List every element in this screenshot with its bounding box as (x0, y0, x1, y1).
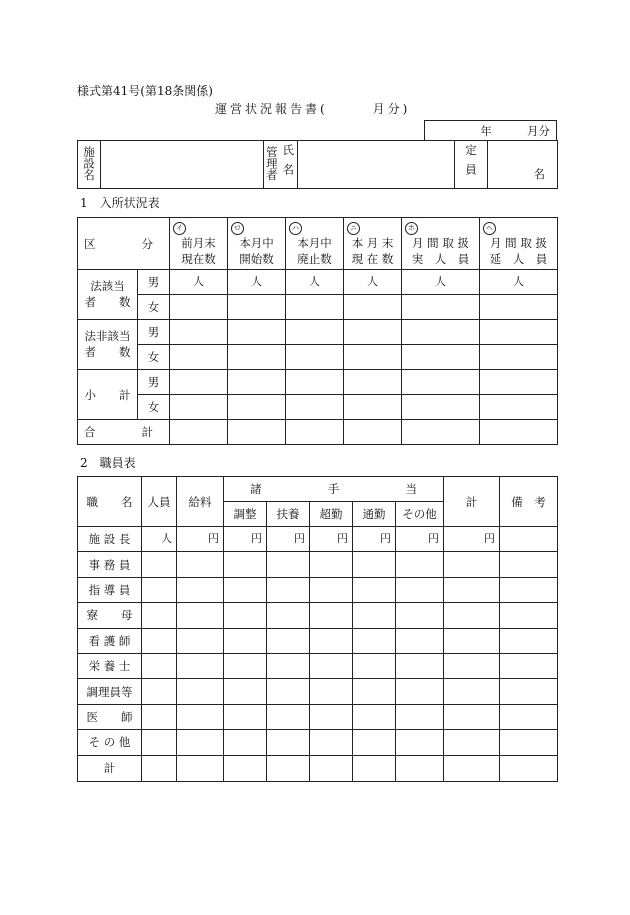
mark-icon: ホ (405, 222, 418, 235)
data-cell[interactable] (224, 679, 267, 704)
data-cell[interactable] (500, 628, 558, 653)
data-cell[interactable] (142, 628, 177, 653)
unit-cell[interactable]: 人 (480, 270, 558, 295)
col-label: 開始数 (239, 251, 274, 266)
section2-heading: 2 職員表 (80, 456, 136, 470)
col-label: 前月末 (181, 235, 216, 250)
data-cell[interactable] (224, 730, 267, 755)
facility-name-field[interactable] (101, 141, 264, 189)
unit-cell[interactable]: 人 (142, 527, 177, 552)
data-cell[interactable] (267, 755, 310, 781)
name-label: 氏名 (281, 143, 296, 183)
data-cell[interactable] (177, 679, 224, 704)
data-cell[interactable] (500, 603, 558, 628)
data-cell[interactable] (228, 370, 286, 395)
mark-icon: ハ (289, 222, 302, 235)
allowance-label: 諸 (250, 482, 262, 496)
group-label: 小 計 (84, 387, 131, 402)
data-cell[interactable] (177, 628, 224, 653)
data-cell[interactable] (396, 577, 444, 602)
data-cell[interactable] (444, 628, 500, 653)
data-cell[interactable] (402, 320, 480, 345)
data-cell[interactable] (224, 577, 267, 602)
group-label: 法該当 (90, 278, 125, 293)
position-label: 寮 母 (78, 603, 142, 628)
data-cell[interactable] (142, 577, 177, 602)
position-label: 施 設 長 (78, 527, 142, 552)
data-cell[interactable] (170, 395, 228, 420)
data-cell[interactable] (310, 730, 353, 755)
data-cell[interactable] (344, 395, 402, 420)
data-cell[interactable] (396, 704, 444, 729)
data-cell[interactable] (177, 704, 224, 729)
data-cell[interactable] (286, 345, 344, 370)
data-cell[interactable] (286, 395, 344, 420)
data-cell[interactable] (480, 370, 558, 395)
data-cell[interactable] (444, 577, 500, 602)
data-cell[interactable] (142, 603, 177, 628)
capacity-field[interactable] (488, 141, 558, 189)
data-cell[interactable] (267, 679, 310, 704)
data-cell[interactable] (344, 295, 402, 320)
data-cell[interactable] (177, 755, 224, 781)
unit-cell[interactable]: 円 (396, 527, 444, 552)
data-cell[interactable] (500, 552, 558, 577)
position-label: 調理員等 (78, 679, 142, 704)
data-cell[interactable] (170, 295, 228, 320)
unit-cell[interactable]: 人 (228, 270, 286, 295)
data-cell[interactable] (353, 755, 396, 781)
data-cell[interactable] (228, 320, 286, 345)
data-cell[interactable] (500, 653, 558, 678)
data-cell[interactable] (402, 420, 480, 445)
data-cell[interactable] (228, 295, 286, 320)
document-title: 運営状況報告書( 月分) (215, 102, 411, 116)
data-cell[interactable] (344, 345, 402, 370)
staff-count-header: 人員 (142, 477, 177, 527)
staff-table (77, 476, 558, 782)
data-cell[interactable] (310, 552, 353, 577)
mark-icon: ヘ (483, 222, 496, 235)
data-cell[interactable] (177, 552, 224, 577)
data-cell[interactable] (142, 653, 177, 678)
data-cell[interactable] (142, 755, 177, 781)
position-label: 看 護 師 (78, 628, 142, 653)
data-cell[interactable] (286, 295, 344, 320)
data-cell[interactable] (177, 603, 224, 628)
data-cell[interactable] (170, 345, 228, 370)
allowance-col-header: 超勤 (310, 502, 353, 527)
data-cell[interactable] (142, 704, 177, 729)
data-cell[interactable] (402, 295, 480, 320)
data-cell[interactable] (500, 755, 558, 781)
data-cell[interactable] (310, 704, 353, 729)
year-label: 年 (480, 123, 492, 138)
data-cell[interactable] (344, 370, 402, 395)
unit-cell[interactable]: 円 (177, 527, 224, 552)
col-label: 現在数 (181, 251, 216, 266)
data-cell[interactable] (170, 320, 228, 345)
manager-label: 管理者 (264, 145, 279, 181)
data-cell[interactable] (480, 295, 558, 320)
position-label: 医 師 (78, 704, 142, 729)
allowance-col-header: 扶養 (267, 502, 310, 527)
unit-cell[interactable]: 人 (170, 270, 228, 295)
position-header: 職 名 (78, 477, 142, 527)
data-cell[interactable] (170, 420, 228, 445)
data-cell[interactable] (444, 704, 500, 729)
data-cell[interactable] (267, 552, 310, 577)
data-cell[interactable] (310, 755, 353, 781)
male-label: 男 (138, 270, 170, 295)
group-label: 者 数 (84, 294, 131, 309)
position-label: そ の 他 (78, 730, 142, 755)
data-cell[interactable] (224, 704, 267, 729)
col-label: 月 間 取 扱 (412, 235, 469, 250)
form-number: 様式第41号(第18条関係) (77, 84, 213, 98)
facility-header-table (77, 140, 558, 189)
allowance-label: 手 (327, 482, 340, 496)
remarks-header: 備 考 (500, 477, 558, 527)
data-cell[interactable] (228, 395, 286, 420)
data-cell[interactable] (224, 603, 267, 628)
category-label: 区 分 (84, 236, 153, 251)
col-label: 本 月 末 (351, 235, 394, 250)
mark-icon: イ (173, 222, 186, 235)
female-label: 女 (138, 295, 170, 320)
data-cell[interactable] (267, 603, 310, 628)
data-cell[interactable] (310, 628, 353, 653)
data-cell[interactable] (500, 730, 558, 755)
data-cell[interactable] (310, 603, 353, 628)
position-label: 計 (78, 755, 142, 781)
data-cell[interactable] (500, 704, 558, 729)
data-cell[interactable] (228, 345, 286, 370)
allowance-col-header: 調整 (224, 502, 267, 527)
data-cell[interactable] (267, 577, 310, 602)
data-cell[interactable] (402, 370, 480, 395)
col-label: 現 在 数 (351, 251, 394, 266)
data-cell[interactable] (444, 552, 500, 577)
total-label: 合 計 (84, 425, 153, 439)
data-cell[interactable] (444, 730, 500, 755)
manager-name-field[interactable] (298, 141, 455, 189)
data-cell[interactable] (267, 704, 310, 729)
month-label: 月分 (527, 123, 550, 138)
unit-cell[interactable]: 円 (353, 527, 396, 552)
group-label: 法非該当 (84, 328, 131, 343)
data-cell[interactable] (224, 628, 267, 653)
data-cell[interactable] (353, 730, 396, 755)
col-label: 本月中 (297, 235, 332, 250)
data-cell[interactable] (310, 679, 353, 704)
data-cell[interactable] (224, 653, 267, 678)
data-cell[interactable] (480, 420, 558, 445)
male-label: 男 (138, 370, 170, 395)
unit-cell[interactable]: 人 (286, 270, 344, 295)
data-cell[interactable] (353, 628, 396, 653)
col-label: 延 人 員 (489, 251, 548, 266)
unit-cell[interactable]: 円 (444, 527, 500, 552)
data-cell[interactable] (353, 577, 396, 602)
data-cell[interactable] (353, 679, 396, 704)
data-cell[interactable] (500, 577, 558, 602)
allowance-col-header: その他 (396, 502, 444, 527)
data-cell[interactable] (224, 755, 267, 781)
data-cell[interactable] (310, 577, 353, 602)
data-cell[interactable] (402, 345, 480, 370)
data-cell[interactable] (267, 730, 310, 755)
data-cell[interactable] (444, 755, 500, 781)
male-label: 男 (138, 320, 170, 345)
data-cell[interactable] (500, 679, 558, 704)
data-cell[interactable] (353, 603, 396, 628)
mark-icon: ロ (231, 222, 244, 235)
data-cell[interactable] (480, 320, 558, 345)
unit-cell[interactable]: 人 (344, 270, 402, 295)
data-cell[interactable] (267, 628, 310, 653)
data-cell[interactable] (142, 730, 177, 755)
data-cell[interactable] (177, 653, 224, 678)
col-label: 本月中 (239, 235, 274, 250)
data-cell[interactable] (142, 552, 177, 577)
data-cell[interactable] (402, 395, 480, 420)
facility-name-label: 施設名 (82, 145, 97, 181)
group-label: 者 数 (84, 344, 131, 359)
col-label: 廃止数 (297, 251, 332, 266)
female-label: 女 (138, 345, 170, 370)
data-cell[interactable] (170, 370, 228, 395)
unit-cell[interactable]: 円 (310, 527, 353, 552)
section1-heading: 1 入所状況表 (80, 196, 160, 210)
data-cell[interactable] (353, 552, 396, 577)
data-cell[interactable] (396, 603, 444, 628)
position-label: 栄 養 士 (78, 653, 142, 678)
position-label: 事 務 員 (78, 552, 142, 577)
allowance-label: 当 (405, 482, 417, 496)
data-cell[interactable] (444, 679, 500, 704)
position-label: 指 導 員 (78, 577, 142, 602)
data-cell[interactable] (480, 345, 558, 370)
data-cell[interactable] (286, 370, 344, 395)
data-cell[interactable] (396, 653, 444, 678)
data-cell[interactable] (224, 552, 267, 577)
data-cell[interactable] (396, 552, 444, 577)
data-cell[interactable] (344, 420, 402, 445)
female-label: 女 (138, 395, 170, 420)
allowance-col-header: 通勤 (353, 502, 396, 527)
data-cell[interactable] (142, 679, 177, 704)
unit-cell[interactable]: 円 (224, 527, 267, 552)
data-cell[interactable] (396, 628, 444, 653)
date-box (424, 120, 557, 141)
data-cell[interactable] (228, 420, 286, 445)
data-cell[interactable] (267, 653, 310, 678)
admission-status-table (77, 217, 558, 445)
mark-icon: ニ (347, 222, 360, 235)
data-cell[interactable] (396, 755, 444, 781)
data-cell[interactable] (310, 653, 353, 678)
data-cell[interactable] (500, 527, 558, 552)
data-cell[interactable] (480, 395, 558, 420)
data-cell[interactable] (444, 653, 500, 678)
data-cell[interactable] (353, 704, 396, 729)
data-cell[interactable] (353, 653, 396, 678)
data-cell[interactable] (177, 577, 224, 602)
data-cell[interactable] (286, 320, 344, 345)
sum-header: 計 (444, 477, 500, 527)
data-cell[interactable] (396, 679, 444, 704)
col-label: 月 間 取 扱 (490, 235, 547, 250)
unit-cell[interactable]: 円 (267, 527, 310, 552)
data-cell[interactable] (444, 603, 500, 628)
capacity-label: 定員 (464, 143, 479, 183)
salary-header: 給料 (177, 477, 224, 527)
data-cell[interactable] (396, 730, 444, 755)
col-label: 実 人 員 (411, 251, 470, 266)
data-cell[interactable] (286, 420, 344, 445)
capacity-unit: 名 (533, 167, 545, 181)
data-cell[interactable] (177, 730, 224, 755)
unit-cell[interactable]: 人 (402, 270, 480, 295)
data-cell[interactable] (344, 320, 402, 345)
